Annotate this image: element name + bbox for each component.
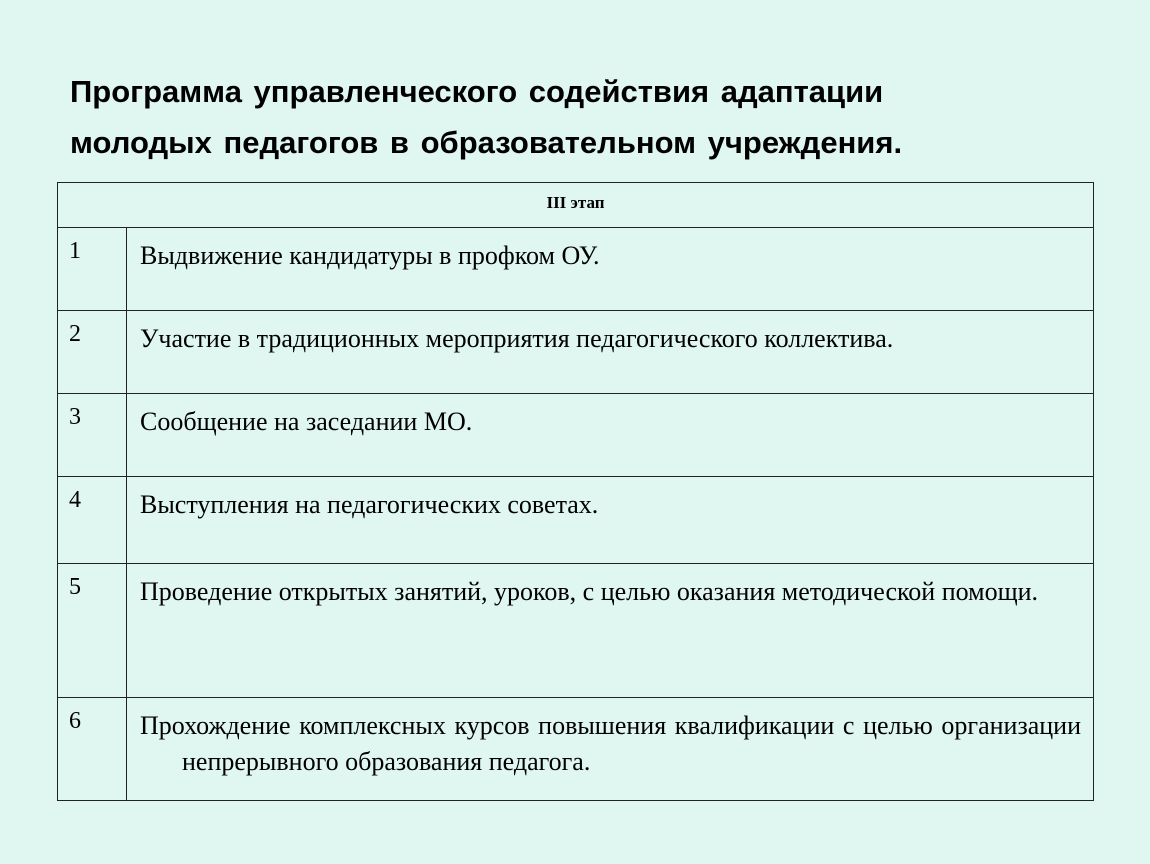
row-number: 6	[58, 698, 127, 801]
table-row	[58, 394, 1094, 477]
row-number: 5	[58, 564, 127, 698]
row-text	[127, 698, 1094, 801]
table-row	[58, 477, 1094, 564]
row-text-content: Проведение открытых занятий, уроков, с целью оказания методической помощи.	[140, 577, 1039, 606]
stage-header	[58, 183, 1094, 228]
row-text-content: Участие в традиционных мероприятия педагогического коллектива.	[140, 324, 894, 353]
stage-header-row	[58, 183, 1094, 228]
slide-title	[70, 66, 1090, 168]
table-row	[58, 228, 1094, 311]
table-row	[58, 564, 1094, 698]
row-text-content: Сообщение на заседании МО.	[140, 407, 473, 436]
row-number: 1	[58, 228, 127, 311]
row-text-content: Прохождение комплексных курсов повышения квалификации с целью организации непрерывного образования педагога.	[140, 711, 1081, 776]
row-text	[127, 394, 1094, 477]
row-number: 4	[58, 477, 127, 564]
table-row	[58, 698, 1094, 801]
row-text	[127, 564, 1094, 698]
slide-title-line-1: Программа управленческого содействия адаптации	[70, 74, 884, 109]
row-text	[127, 228, 1094, 311]
stage-label: III этап	[546, 193, 605, 212]
row-number: 2	[58, 311, 127, 394]
table-row	[58, 311, 1094, 394]
row-number: 3	[58, 394, 127, 477]
row-text-content: Выдвижение кандидатуры в профком ОУ.	[140, 241, 600, 270]
row-text-content: Выступления на педагогических советах.	[140, 490, 599, 519]
row-text	[127, 477, 1094, 564]
row-text	[127, 311, 1094, 394]
slide-title-line-2: молодых педагогов в образовательном учреждения.	[70, 125, 903, 160]
program-table	[57, 182, 1094, 801]
